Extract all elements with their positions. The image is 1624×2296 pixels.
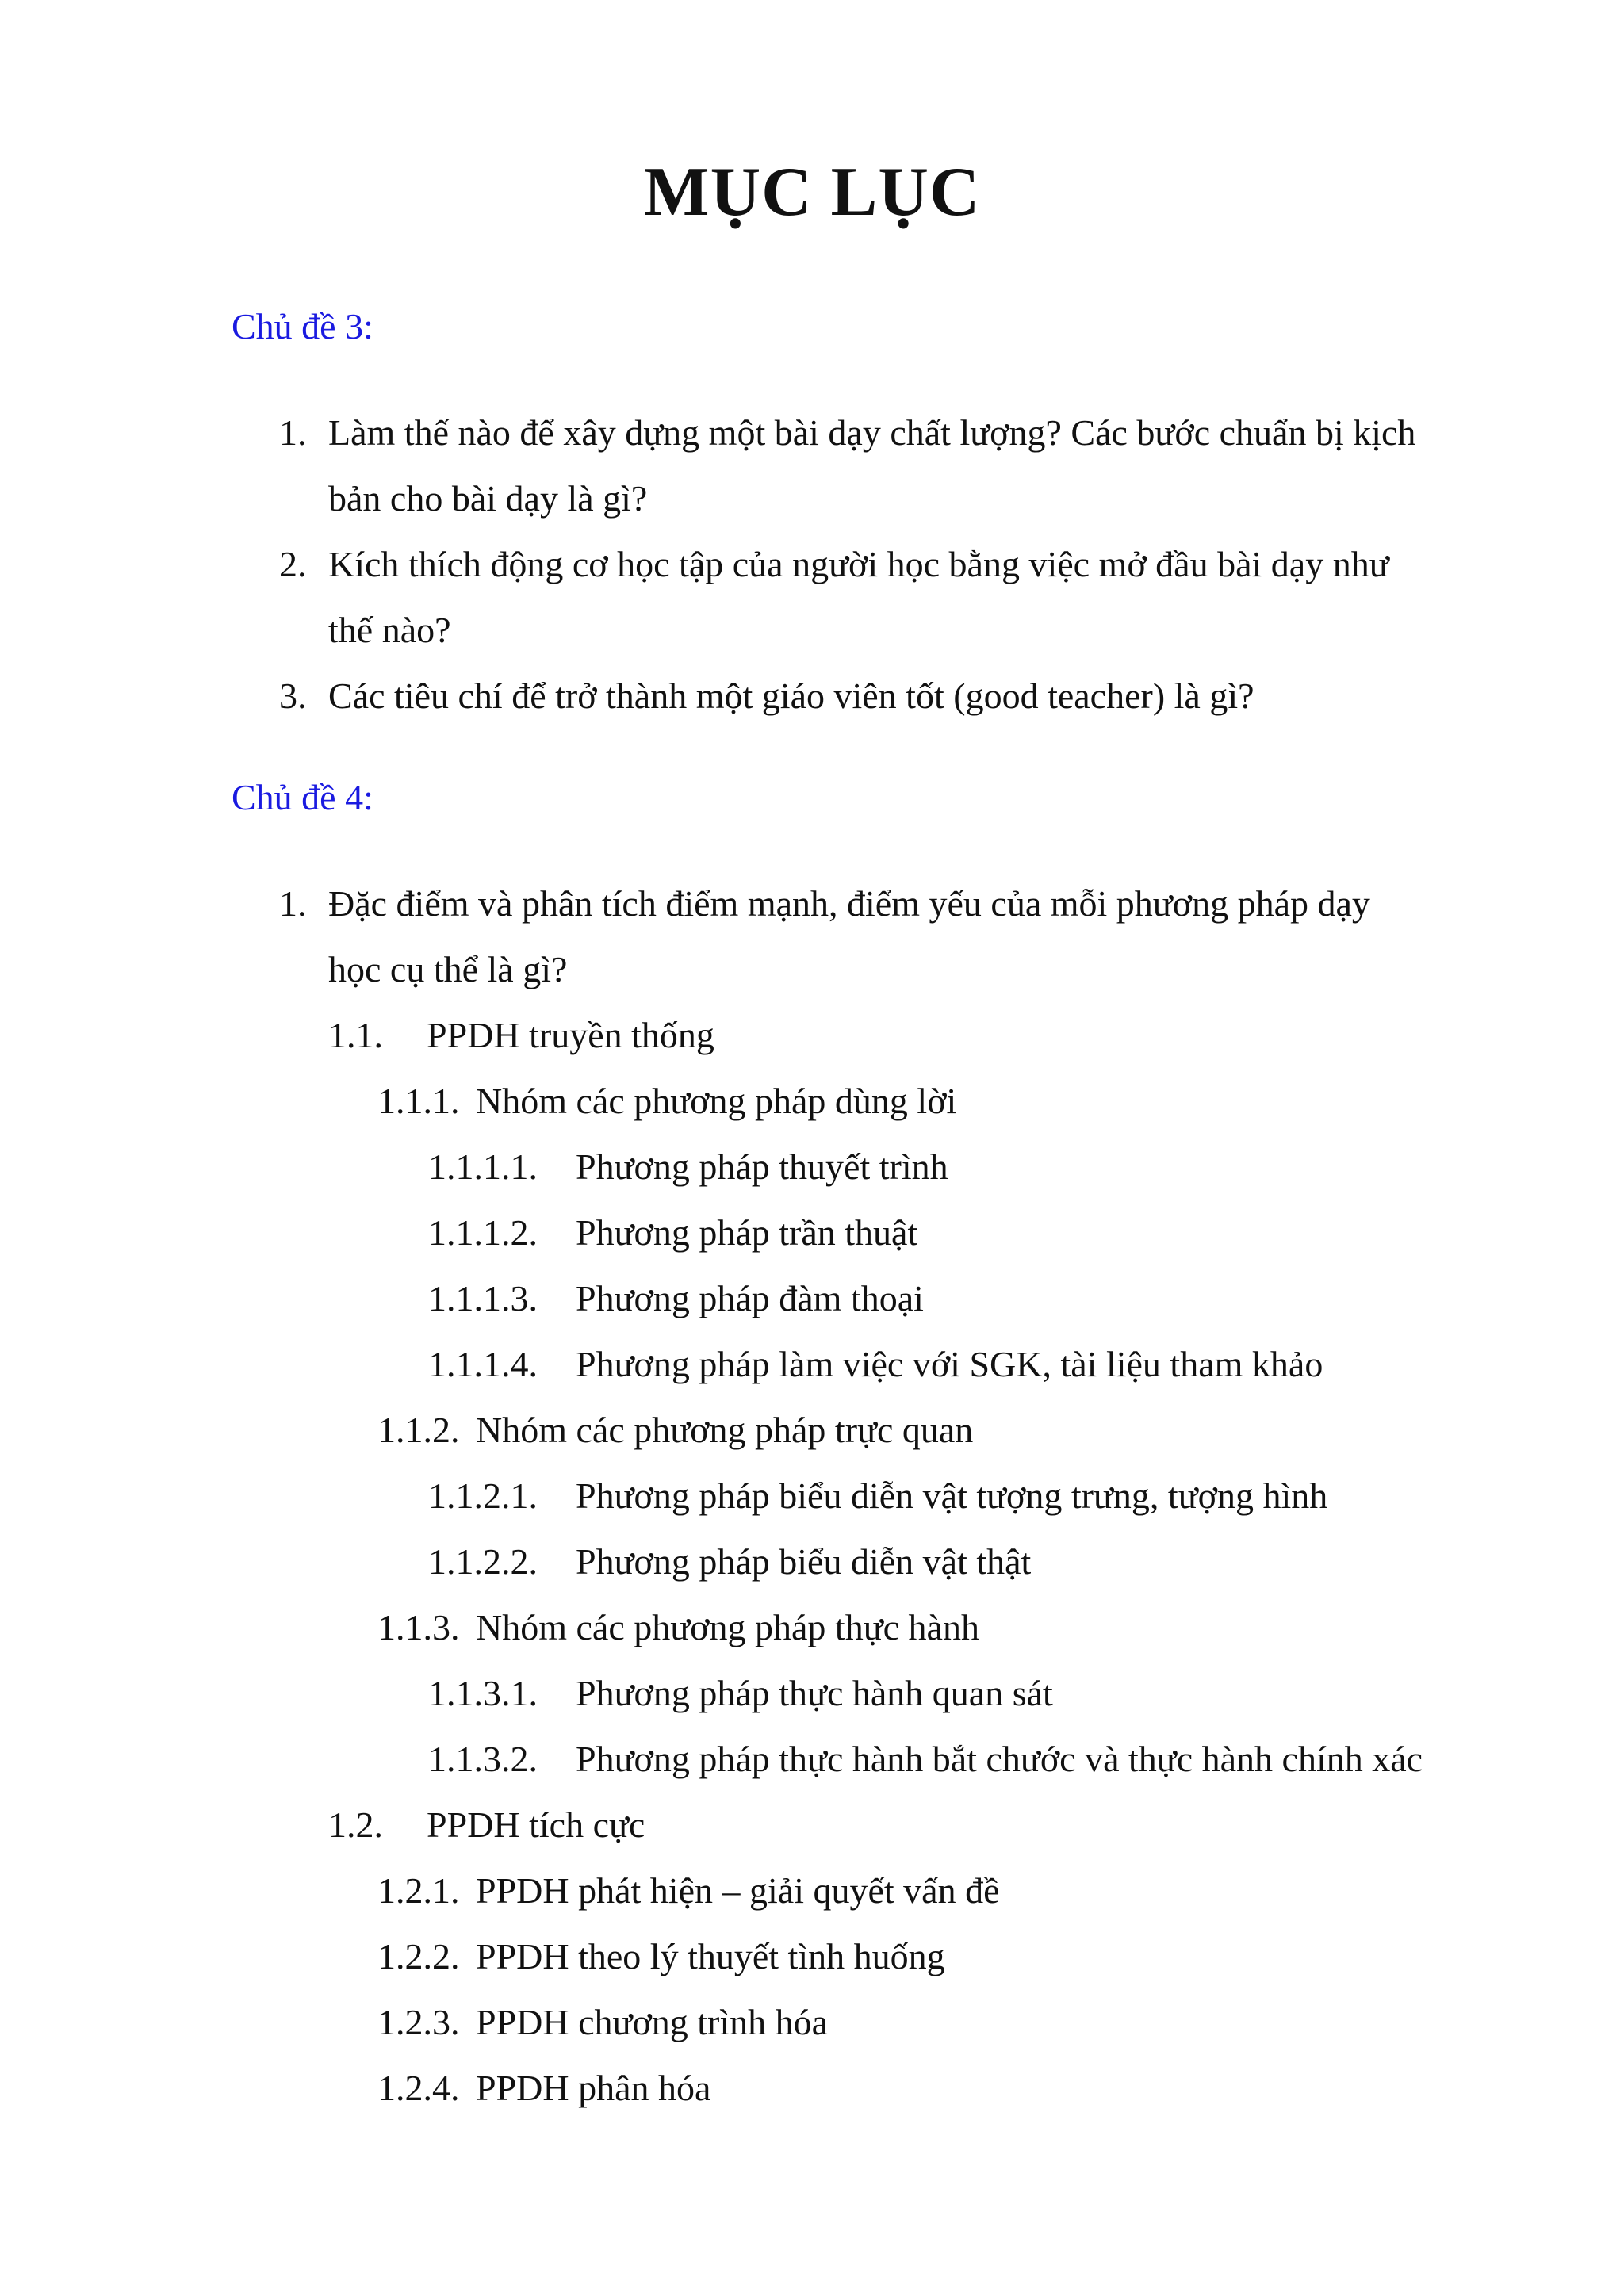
outline-number: 1.1.3.1. <box>428 1673 538 1713</box>
outline-number: 1.2. <box>328 1804 383 1845</box>
outline-text: PPDH chương trình hóa <box>476 2002 829 2042</box>
outline-number: 1.1.1.3. <box>428 1278 538 1318</box>
outline-text: Nhóm các phương pháp thực hành <box>476 1607 979 1647</box>
item-text: Kích thích động cơ học tập của người học bằng việc mở đầu bài dạy như <box>328 544 1389 584</box>
item-text-continued: thế nào? <box>328 610 451 650</box>
outline-text: Phương pháp đàm thoại <box>576 1278 924 1318</box>
item-text: Các tiêu chí để trở thành một giáo viên tốt (good teacher) là gì? <box>328 675 1254 716</box>
item-number: 1. <box>279 412 307 453</box>
item-text: Đặc điểm và phân tích điểm mạnh, điểm yếu của mỗi phương pháp dạy <box>328 883 1370 924</box>
outline-number: 1.1. <box>328 1015 383 1055</box>
outline-number: 1.2.4. <box>377 2068 460 2108</box>
item-number: 3. <box>279 675 307 716</box>
outline-text: Nhóm các phương pháp dùng lời <box>476 1081 957 1121</box>
topic-heading-3: Chủ đề 3: <box>232 306 373 346</box>
outline-number: 1.2.3. <box>377 2002 460 2042</box>
outline-number: 1.1.1.1. <box>428 1146 538 1187</box>
outline-number: 1.2.1. <box>377 1870 460 1911</box>
outline-number: 1.1.3. <box>377 1607 460 1647</box>
topic-heading-4: Chủ đề 4: <box>232 777 373 817</box>
item-text-continued: học cụ thể là gì? <box>328 949 568 989</box>
outline-text: PPDH phân hóa <box>476 2068 711 2108</box>
outline-text: PPDH tích cực <box>427 1804 645 1845</box>
outline-text: Nhóm các phương pháp trực quan <box>476 1410 974 1450</box>
outline-text: PPDH theo lý thuyết tình huống <box>476 1936 945 1976</box>
item-text-continued: bản cho bài dạy là gì? <box>328 478 648 519</box>
outline-number: 1.1.1.2. <box>428 1212 538 1253</box>
outline-text: Phương pháp thực hành bắt chước và thực hành chính xác <box>576 1739 1423 1779</box>
outline-text: Phương pháp biểu diễn vật thật <box>576 1541 1032 1582</box>
outline-number: 1.1.2.1. <box>428 1475 538 1516</box>
outline-text: PPDH phát hiện – giải quyết vấn đề <box>476 1870 1000 1911</box>
outline-text: Phương pháp thực hành quan sát <box>576 1673 1053 1713</box>
item-text: Làm thế nào để xây dựng một bài dạy chất lượng? Các bước chuẩn bị kịch <box>328 412 1416 453</box>
outline-number: 1.2.2. <box>377 1936 460 1976</box>
outline-text: Phương pháp làm việc với SGK, tài liệu tham khảo <box>576 1344 1323 1384</box>
outline-number: 1.1.1.4. <box>428 1344 538 1384</box>
outline-text: Phương pháp thuyết trình <box>576 1146 948 1187</box>
outline-text: PPDH truyền thống <box>427 1015 714 1055</box>
outline-number: 1.1.2.2. <box>428 1541 538 1582</box>
outline-number: 1.1.1. <box>377 1081 460 1121</box>
page-title: MỤC LỤC <box>643 154 981 231</box>
outline-number: 1.1.3.2. <box>428 1739 538 1779</box>
item-number: 1. <box>279 883 307 924</box>
outline-text: Phương pháp trần thuật <box>576 1212 918 1253</box>
outline-text: Phương pháp biểu diễn vật tượng trưng, tượng hình <box>576 1475 1328 1516</box>
item-number: 2. <box>279 544 307 584</box>
outline-number: 1.1.2. <box>377 1410 460 1450</box>
